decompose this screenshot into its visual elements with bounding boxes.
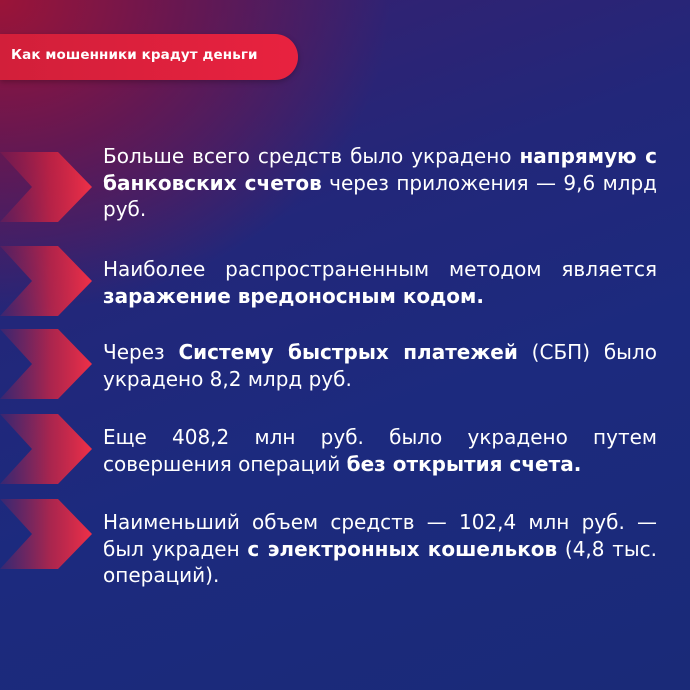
list-item <box>103 339 657 392</box>
list-item <box>103 509 657 589</box>
item-text: Больше всего средств было украдено <box>103 144 520 168</box>
page-title: Как мошенники крадут деньги <box>11 47 258 63</box>
item-text: (СБП) было украдено 8,2 млрд руб. <box>103 340 657 391</box>
arrow-marker-icon <box>0 329 92 399</box>
list-item <box>103 424 657 477</box>
arrow-marker-icon <box>0 152 92 222</box>
item-text-bold: заражение вредоносным кодом. <box>103 283 484 308</box>
item-text: через приложения — 9,6 млрд руб. <box>103 170 657 221</box>
item-text-bold: Систему быстрых платежей <box>178 340 518 364</box>
list-item <box>103 256 657 309</box>
item-text: (4,8 тыс. операций). <box>103 536 657 587</box>
item-text-bold: с электронных кошельков <box>247 536 558 561</box>
item-text: Наименьший объем средств — 102,4 млн руб. — был украден <box>103 510 657 561</box>
arrow-marker-icon <box>0 499 92 569</box>
item-text: Через <box>103 340 179 364</box>
item-text: Наиболее распространенным методом является <box>103 257 657 281</box>
item-text-bold: без открытия счета. <box>346 451 582 476</box>
arrow-marker-icon <box>0 414 92 484</box>
list-item <box>103 143 657 223</box>
arrow-marker-icon <box>0 246 92 316</box>
item-text: Еще 408,2 млн руб. было украдено путем совершения операций <box>103 425 657 476</box>
item-text-bold: напрямую с банковских счетов <box>103 144 658 195</box>
